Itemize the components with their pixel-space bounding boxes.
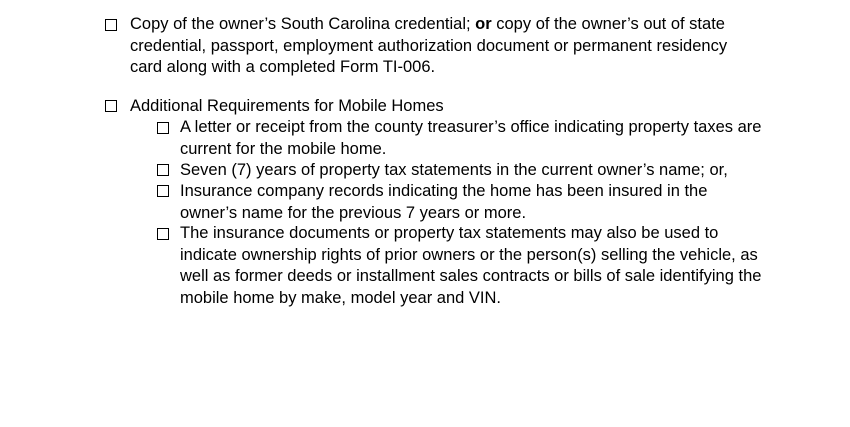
insurance-documents-line-3: well as former deeds or installment sales contracts or bills of sale identifying the — [180, 267, 762, 285]
insurance-documents-text — [180, 223, 761, 309]
insurance-records-line-2: owner’s name for the previous 7 years or more. — [180, 203, 527, 222]
treasurer-letter-checkbox[interactable] — [157, 122, 169, 134]
credential-copy-line-2: credential, passport, employment authorization document or permanent residency — [130, 36, 728, 55]
or-emphasis: or — [475, 15, 492, 33]
tax-statements-text — [180, 160, 728, 182]
insurance-documents-line-2: indicate ownership rights of prior owners or the person(s) selling the vehicle, as — [180, 245, 758, 264]
mobile-homes-checkbox[interactable] — [105, 100, 117, 112]
treasurer-letter-line-1: A letter or receipt from the county treasurer’s office indicating property taxes are — [180, 118, 762, 136]
insurance-records-line-1: Insurance company records indicating the home has been insured in the — [180, 182, 708, 200]
tax-statements-line-1: Seven (7) years of property tax statements in the current owner’s name; or, — [180, 161, 728, 179]
insurance-documents-checkbox[interactable] — [157, 228, 169, 240]
insurance-documents-line-4: mobile home by make, model year and VIN. — [180, 288, 501, 307]
insurance-documents-line-1: The insurance documents or property tax statements may also be used to — [180, 224, 719, 242]
credential-copy-line-1: Copy of the owner’s South Carolina credential; or copy of the owner’s out of state — [130, 15, 725, 33]
credential-copy-checkbox[interactable] — [105, 19, 117, 31]
credential-copy-text — [130, 14, 727, 79]
insurance-records-checkbox[interactable] — [157, 185, 169, 197]
credential-copy-line-3: card along with a completed Form TI-006. — [130, 58, 436, 76]
mobile-homes-heading: Additional Requirements for Mobile Homes — [130, 97, 444, 115]
treasurer-letter-line-2: current for the mobile home. — [180, 139, 387, 158]
tax-statements-checkbox[interactable] — [157, 164, 169, 176]
treasurer-letter-text — [180, 117, 761, 160]
insurance-records-text — [180, 181, 707, 224]
